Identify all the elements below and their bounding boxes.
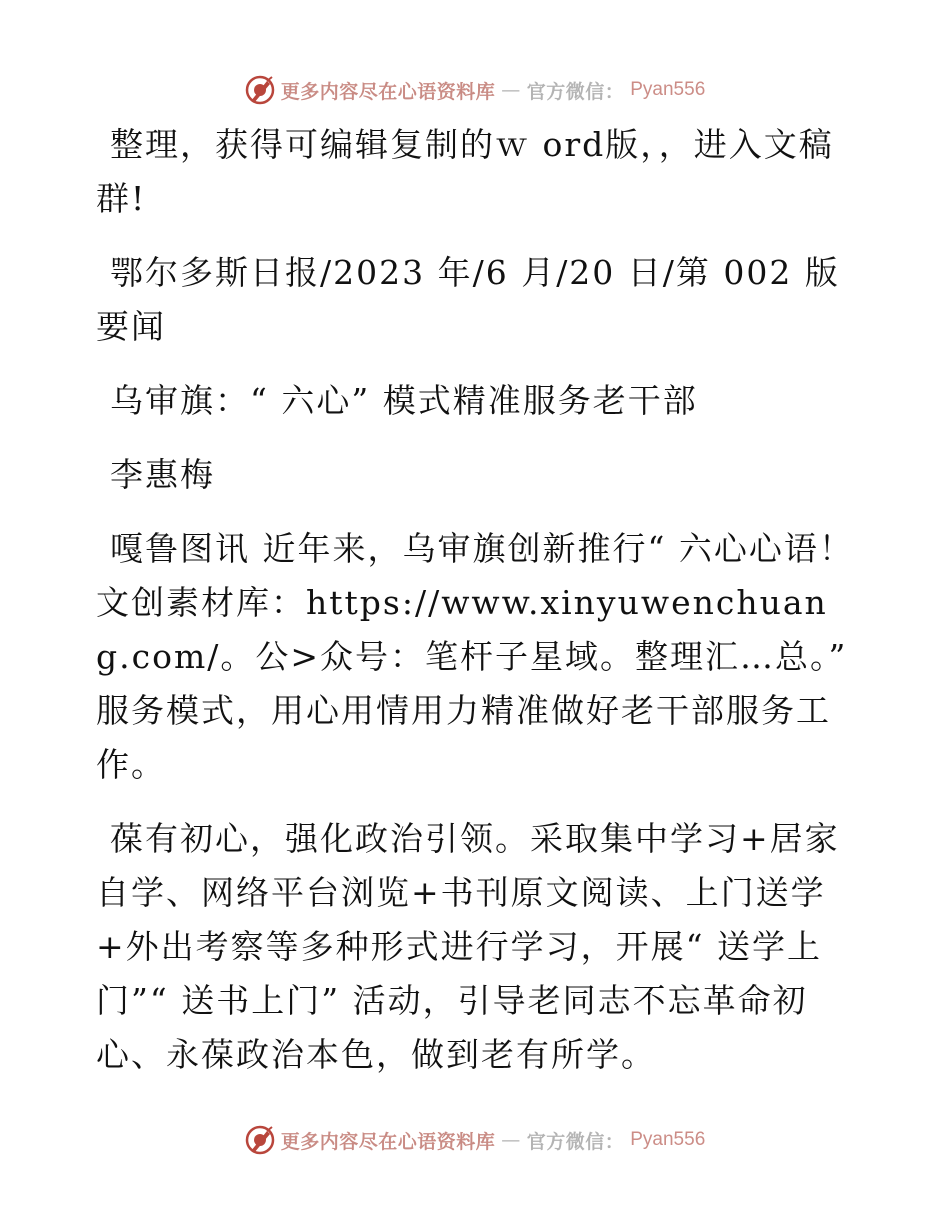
header-watermark <box>0 70 950 110</box>
body-paragraph: 葆有初心，强化政治引领。采取集中学习+居家自学、网络平台浏览+书刊原文阅读、上门送学+外出考察等多种形式进行学习，开展“ 送学上门”“ 送书上门” 活动，引导老同志不忘革命初心、永葆政治本色，做到老有所学。 <box>96 819 840 1074</box>
watermark-wechat-label: 官方微信： <box>526 80 625 103</box>
watermark-wechat-id: Pyan556 <box>630 79 706 100</box>
footer-watermark <box>0 1120 950 1160</box>
quill-pen-logo-icon <box>245 75 275 105</box>
watermark-separator: — <box>501 79 521 101</box>
document-body <box>96 118 856 1102</box>
watermark-main-text: 更多内容尽在心语资料库 <box>280 1130 496 1153</box>
author-name: 李惠梅 <box>110 455 215 494</box>
body-paragraph: 嘎鲁图讯 近年来，乌审旗创新推行“ 六心心语！文创素材库：https://www.xinyuwenchuang.com/。公>众号：笔杆子星域。整理汇…总。” 服务模式，用心用情用力精准做好老干部服务工作。 <box>96 529 854 784</box>
quill-pen-logo-icon <box>245 1125 275 1155</box>
watermark-main-text: 更多内容尽在心语资料库 <box>280 80 496 103</box>
intro-paragraph: 整理，获得可编辑复制的ｗ ord版，，进入文稿群! <box>96 125 834 218</box>
watermark-wechat-id: Pyan556 <box>630 1129 706 1150</box>
watermark-separator: — <box>501 1129 521 1151</box>
article-title: 乌审旗：“ 六心” 模式精准服务老干部 <box>110 381 698 420</box>
watermark-wechat-label: 官方微信： <box>526 1130 625 1153</box>
source-line: 鄂尔多斯日报/2023 年/6 月/20 日/第 002 版要闻 <box>96 253 840 346</box>
